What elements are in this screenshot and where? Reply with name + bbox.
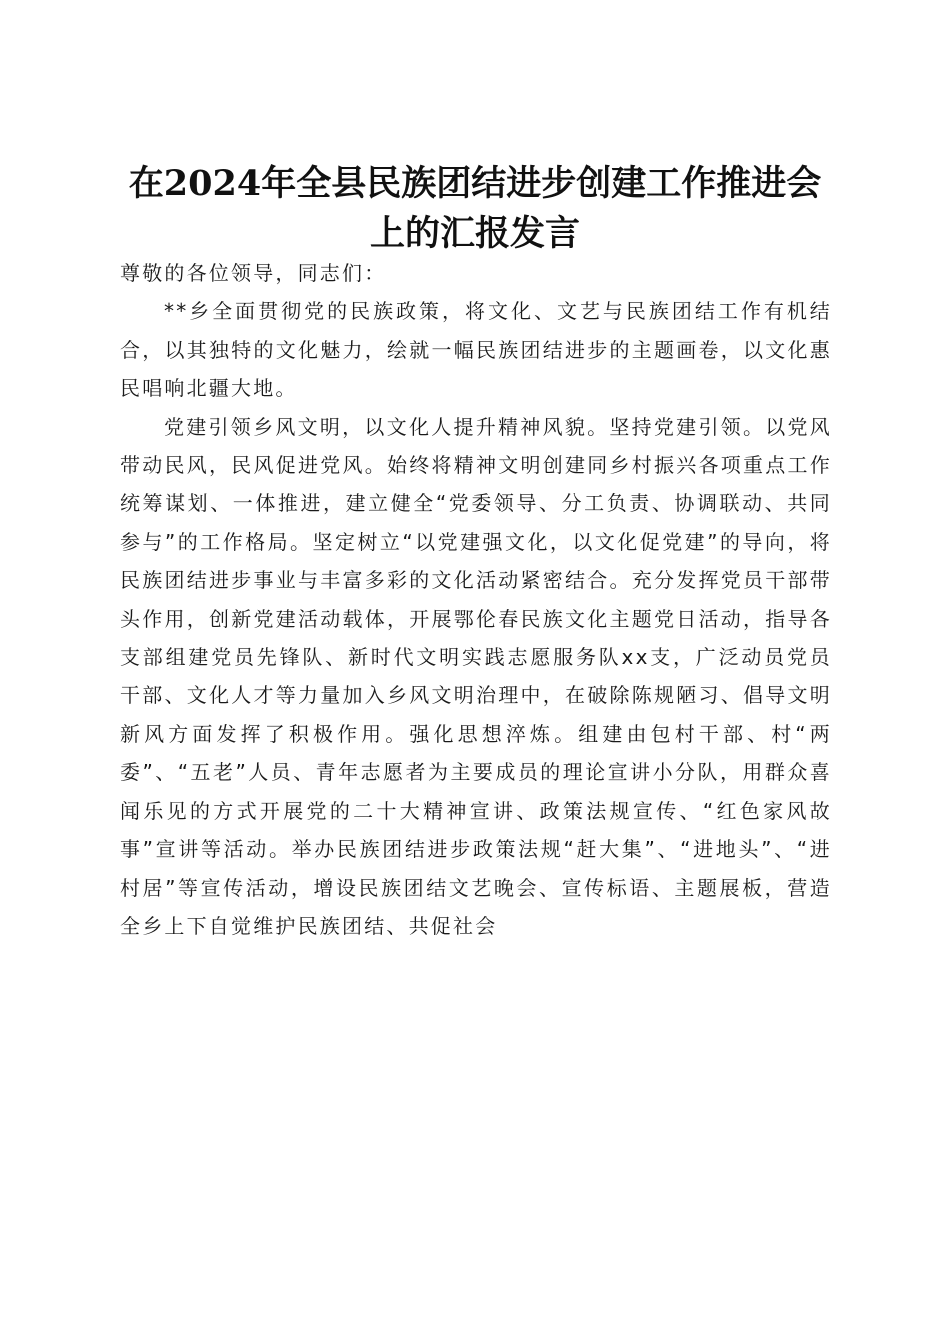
paragraph-intro: **乡全面贯彻党的民族政策，将文化、文艺与民族团结工作有机结合，以其独特的文化魅力，绘就一幅民族团结进步的主题画卷，以文化惠民唱响北疆大地。 [120,299,832,401]
document-body [120,254,832,945]
document-title [100,159,850,259]
salutation: 尊敬的各位领导，同志们： [120,261,387,285]
document-title-line-2: 上的汇报发言 [369,213,580,255]
paragraph-party-building: 党建引领乡风文明，以文化人提升精神风貌。坚持党建引领。以党风带动民风，民风促进党风。始终将精神文明创建同乡村振兴各项重点工作统筹谋划、一体推进，建立健全“党委领导、分工负责、协调联动、共同参与”的工作格局。坚定树立“以党建强文化，以文化促党建”的导向，将民族团结进步事业与丰富多彩的文化活动紧密结合。充分发挥党员干部带头作用，创新党建活动载体，开展鄂伦春民族文化主题党日活动，指导各支部组建党员先锋队、新时代文明实践志愿服务队xx支，广泛动员党员干部、文化人才等力量加入乡风文明治理中，在破除陈规陋习、倡导文明新风方面发挥了积极作用。强化思想淬炼。组建由包村干部、村“两委”、“五老”人员、青年志愿者为主要成员的理论宣讲小分队，用群众喜闻乐见的方式开展党的二十大精神宣讲、政策法规宣传、“红色家风故事”宣讲等活动。举办民族团结进步政策法规“赶大集”、“进地头”、“进村居”等宣传活动，增设民族团结文艺晚会、宣传标语、主题展板，营造全乡上下自觉维护民族团结、共促社会 [120,414,832,938]
document-title-line-1: 在2024年全县民族团结进步创建工作推进会 [128,163,822,205]
